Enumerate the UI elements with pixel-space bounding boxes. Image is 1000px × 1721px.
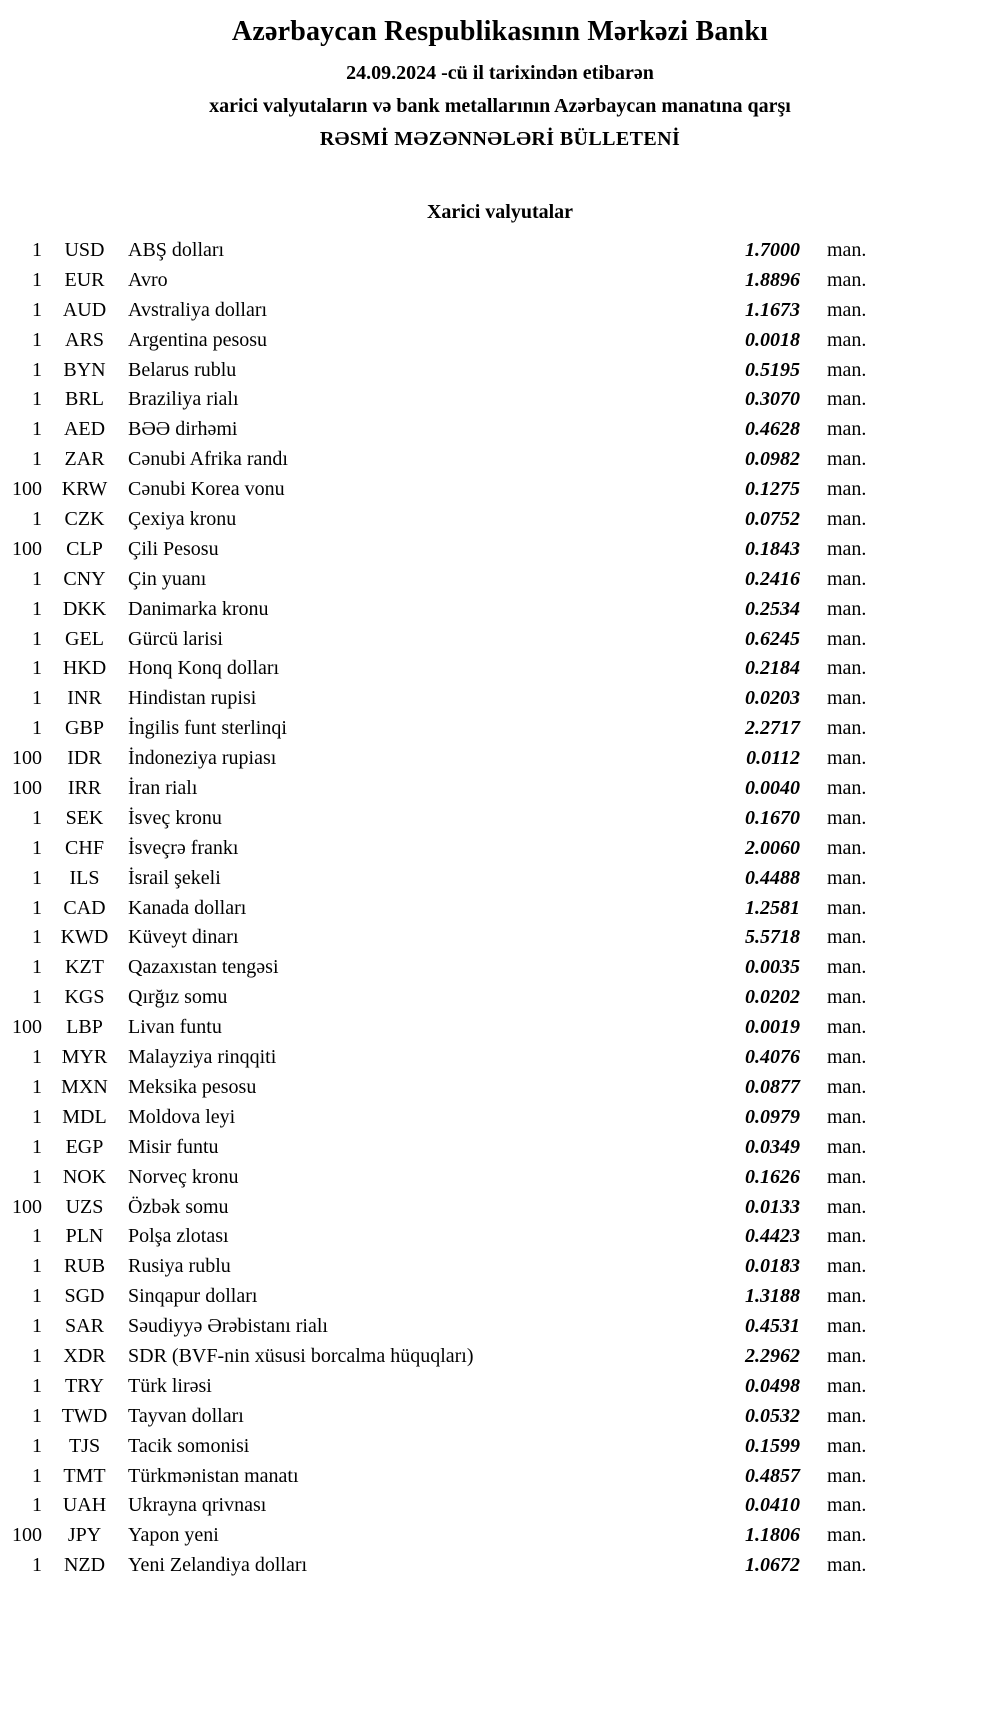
currency-code: MXN <box>61 1075 108 1098</box>
currency-quantity: 1 <box>32 388 42 411</box>
currency-code: EUR <box>64 268 105 291</box>
currency-quantity: 1 <box>32 1165 42 1188</box>
rate-row <box>0 1103 1000 1133</box>
currency-code: IRR <box>67 777 102 800</box>
currency-quantity: 1 <box>32 1434 42 1457</box>
rate-value: 0.1670 <box>745 806 800 829</box>
currency-name: Belarus rublu <box>128 358 237 381</box>
rate-value: 0.0040 <box>745 777 800 800</box>
currency-code: RUB <box>63 1255 106 1278</box>
currency-code: MYR <box>61 1046 108 1069</box>
currency-quantity: 1 <box>32 1135 42 1158</box>
currency-quantity: 1 <box>32 1315 42 1338</box>
currency-name: Səudiyyə Ərəbistanı rialı <box>128 1315 328 1338</box>
unit-label: man. <box>827 1046 867 1069</box>
currency-name: Tayvan dolları <box>128 1404 244 1427</box>
currency-name: Çili Pesosu <box>128 537 219 560</box>
rate-value: 0.0410 <box>745 1494 800 1517</box>
currency-name: Çin yuanı <box>128 567 207 590</box>
currency-code: JPY <box>67 1524 102 1547</box>
rate-row <box>0 1312 1000 1342</box>
currency-quantity: 1 <box>32 508 42 531</box>
unit-label: man. <box>827 418 867 441</box>
rate-value: 0.4076 <box>745 1046 800 1069</box>
rate-value: 0.4531 <box>745 1315 800 1338</box>
currency-code: KGS <box>64 986 105 1009</box>
unit-label: man. <box>827 388 867 411</box>
currency-code: KWD <box>60 926 109 949</box>
rate-value: 5.5718 <box>745 926 800 949</box>
rate-row <box>0 744 1000 774</box>
unit-label: man. <box>827 597 867 620</box>
rate-row <box>0 625 1000 655</box>
currency-code: XDR <box>63 1344 106 1367</box>
rate-value: 0.0183 <box>745 1255 800 1278</box>
unit-label: man. <box>827 1016 867 1039</box>
section-title-foreign-currencies: Xarici valyutalar <box>426 201 574 223</box>
currency-quantity: 1 <box>32 448 42 471</box>
currency-name: ABŞ dolları <box>128 239 225 261</box>
rate-row <box>0 1432 1000 1462</box>
rate-value: 0.0035 <box>745 956 800 979</box>
bulletin-title: RƏSMİ MƏZƏNNƏLƏRİ BÜLLETENİ <box>319 128 681 150</box>
rate-value: 0.1626 <box>745 1165 800 1188</box>
rate-value: 0.4423 <box>745 1225 800 1248</box>
unit-label: man. <box>827 806 867 829</box>
currency-quantity: 1 <box>32 657 42 680</box>
currency-code: BRL <box>65 388 104 411</box>
rate-value: 0.2534 <box>745 597 800 620</box>
currency-quantity: 1 <box>32 806 42 829</box>
currency-code: EGP <box>65 1135 104 1158</box>
rate-row <box>0 1193 1000 1223</box>
unit-label: man. <box>827 1315 867 1338</box>
currency-name: Hindistan rupisi <box>128 687 257 710</box>
unit-label: man. <box>827 239 867 261</box>
currency-name: Danimarka kronu <box>128 597 269 620</box>
currency-code: ZAR <box>64 448 105 471</box>
rate-row <box>0 595 1000 625</box>
unit-label: man. <box>827 1404 867 1427</box>
rate-row <box>0 415 1000 445</box>
currency-code: AUD <box>62 298 107 321</box>
currency-quantity: 1 <box>32 328 42 351</box>
currency-code: BYN <box>63 358 106 381</box>
unit-label: man. <box>827 1464 867 1487</box>
rate-value: 0.1599 <box>745 1434 800 1457</box>
rate-row <box>0 1013 1000 1043</box>
currency-quantity: 100 <box>12 747 42 770</box>
rate-value: 0.0112 <box>746 747 800 770</box>
unit-label: man. <box>827 1494 867 1517</box>
currency-quantity: 1 <box>32 1374 42 1397</box>
currency-quantity: 1 <box>32 687 42 710</box>
unit-label: man. <box>827 537 867 560</box>
rate-row <box>0 1073 1000 1103</box>
currency-code: SAR <box>65 1315 104 1338</box>
currency-name: Özbək somu <box>128 1195 229 1218</box>
currency-quantity: 1 <box>32 956 42 979</box>
currency-quantity: 1 <box>32 1225 42 1248</box>
currency-code: CNY <box>63 567 106 590</box>
rate-value: 0.1843 <box>745 537 800 560</box>
currency-code: TRY <box>65 1374 104 1397</box>
currency-quantity: 100 <box>12 1016 42 1039</box>
rate-row <box>0 445 1000 475</box>
currency-name: İsveçrə frankı <box>128 836 239 859</box>
rates-table <box>0 236 1000 1581</box>
rate-row <box>0 505 1000 535</box>
currency-code: GBP <box>65 717 104 740</box>
currency-name: Norveç kronu <box>128 1165 239 1188</box>
currency-name: Cənubi Korea vonu <box>128 478 285 501</box>
currency-code: PLN <box>65 1225 104 1248</box>
currency-name: Polşa zlotası <box>128 1225 229 1248</box>
unit-label: man. <box>827 567 867 590</box>
currency-name: Türkmənistan manatı <box>128 1464 299 1487</box>
rate-value: 0.2184 <box>745 657 800 680</box>
rate-value: 0.0498 <box>745 1374 800 1397</box>
currency-code: DKK <box>62 597 107 620</box>
rate-value: 0.1275 <box>745 478 800 501</box>
currency-name: İran rialı <box>128 777 198 800</box>
rate-row <box>0 296 1000 326</box>
currency-name: Çexiya kronu <box>128 508 237 531</box>
rate-row <box>0 1402 1000 1432</box>
rate-value: 2.0060 <box>745 836 800 859</box>
currency-name: Honq Konq dolları <box>128 657 280 680</box>
currency-name: Qazaxıstan tengəsi <box>128 956 279 979</box>
currency-code: KZT <box>65 956 104 979</box>
rate-value: 0.0752 <box>745 508 800 531</box>
currency-quantity: 1 <box>32 567 42 590</box>
currency-quantity: 1 <box>32 1464 42 1487</box>
rate-row <box>0 774 1000 804</box>
currency-code: IDR <box>67 747 102 770</box>
unit-label: man. <box>827 1105 867 1128</box>
currency-name: İndoneziya rupiası <box>128 747 277 770</box>
unit-label: man. <box>827 777 867 800</box>
currency-name: Sinqapur dolları <box>128 1285 258 1308</box>
unit-label: man. <box>827 478 867 501</box>
rate-row <box>0 1551 1000 1581</box>
currency-code: GEL <box>65 627 104 650</box>
currency-quantity: 100 <box>12 537 42 560</box>
unit-label: man. <box>827 1554 867 1577</box>
unit-label: man. <box>827 866 867 889</box>
currency-code: ARS <box>65 328 104 351</box>
currency-name: Avstraliya dolları <box>128 298 268 321</box>
currency-name: İsveç kronu <box>128 806 222 829</box>
rate-row <box>0 266 1000 296</box>
rate-row <box>0 1222 1000 1252</box>
currency-quantity: 1 <box>32 1075 42 1098</box>
currency-quantity: 1 <box>32 358 42 381</box>
currency-code: UAH <box>62 1494 107 1517</box>
rate-row <box>0 714 1000 744</box>
currency-name: BƏƏ dirhəmi <box>128 418 238 441</box>
rate-value: 0.5195 <box>745 358 800 381</box>
currency-code: CLP <box>66 537 103 560</box>
unit-label: man. <box>827 1135 867 1158</box>
currency-code: CZK <box>64 508 105 531</box>
currency-code: AED <box>63 418 106 441</box>
currency-code: LBP <box>66 1016 103 1039</box>
rate-value: 1.8896 <box>745 268 800 291</box>
unit-label: man. <box>827 298 867 321</box>
rate-value: 0.0349 <box>745 1135 800 1158</box>
rate-row <box>0 1282 1000 1312</box>
currency-quantity: 1 <box>32 418 42 441</box>
rate-value: 0.0019 <box>745 1016 800 1039</box>
currency-quantity: 1 <box>32 896 42 919</box>
currency-quantity: 1 <box>32 298 42 321</box>
currency-name: İsrail şekeli <box>128 866 221 889</box>
rate-value: 0.0202 <box>745 986 800 1009</box>
currency-quantity: 100 <box>12 478 42 501</box>
currency-quantity: 1 <box>32 1494 42 1517</box>
currency-name: Livan funtu <box>128 1016 222 1039</box>
currency-code: NOK <box>62 1165 107 1188</box>
rate-row <box>0 535 1000 565</box>
rate-value: 0.4488 <box>745 866 800 889</box>
rate-row <box>0 894 1000 924</box>
rate-row <box>0 1521 1000 1551</box>
unit-label: man. <box>827 1165 867 1188</box>
currency-quantity: 1 <box>32 1285 42 1308</box>
date-line: 24.09.2024 -cü il tarixindən etibarən <box>346 62 654 84</box>
rate-value: 1.2581 <box>745 896 800 919</box>
currency-quantity: 1 <box>32 926 42 949</box>
currency-code: HKD <box>62 657 107 680</box>
unit-label: man. <box>827 268 867 291</box>
subtitle-line: xarici valyutaların və bank metallarının Azərbaycan manatına qarşı <box>209 95 791 117</box>
rate-row <box>0 953 1000 983</box>
currency-quantity: 1 <box>32 1344 42 1367</box>
currency-name: Yapon yeni <box>128 1524 219 1547</box>
rate-value: 1.3188 <box>745 1285 800 1308</box>
unit-label: man. <box>827 1255 867 1278</box>
currency-quantity: 100 <box>12 1524 42 1547</box>
currency-name: SDR (BVF-nin xüsusi borcalma hüquqları) <box>128 1344 474 1367</box>
rate-row <box>0 1342 1000 1372</box>
rate-row <box>0 864 1000 894</box>
currency-code: TMT <box>63 1464 106 1487</box>
currency-code: TJS <box>68 1434 101 1457</box>
rate-row <box>0 983 1000 1013</box>
rate-row <box>0 385 1000 415</box>
currency-name: Türk lirəsi <box>128 1374 212 1397</box>
currency-quantity: 100 <box>12 777 42 800</box>
unit-label: man. <box>827 1075 867 1098</box>
currency-code: KRW <box>61 478 108 501</box>
rate-value: 0.4857 <box>745 1464 800 1487</box>
rate-value: 2.2962 <box>745 1344 800 1367</box>
currency-name: Malayziya rinqqiti <box>128 1046 277 1069</box>
unit-label: man. <box>827 1195 867 1218</box>
currency-code: UZS <box>65 1195 104 1218</box>
unit-label: man. <box>827 1434 867 1457</box>
currency-quantity: 1 <box>32 717 42 740</box>
currency-name: Cənubi Afrika randı <box>128 448 288 471</box>
rate-value: 0.2416 <box>745 567 800 590</box>
rate-row <box>0 1491 1000 1521</box>
rate-row <box>0 565 1000 595</box>
rate-row <box>0 684 1000 714</box>
currency-name: Gürcü larisi <box>128 627 223 650</box>
rate-row <box>0 1133 1000 1163</box>
currency-code: ILS <box>69 866 100 889</box>
currency-name: Qırğız somu <box>128 986 228 1009</box>
unit-label: man. <box>827 896 867 919</box>
unit-label: man. <box>827 717 867 740</box>
rate-value: 0.0133 <box>745 1195 800 1218</box>
rate-row <box>0 923 1000 953</box>
rate-value: 2.2717 <box>745 717 800 740</box>
rate-row <box>0 654 1000 684</box>
rate-value: 1.1673 <box>745 298 800 321</box>
unit-label: man. <box>827 926 867 949</box>
unit-label: man. <box>827 1374 867 1397</box>
currency-quantity: 1 <box>32 986 42 1009</box>
rate-value: 0.4628 <box>745 418 800 441</box>
unit-label: man. <box>827 1344 867 1367</box>
currency-quantity: 1 <box>32 866 42 889</box>
currency-quantity: 1 <box>32 1105 42 1128</box>
rate-value: 1.7000 <box>745 239 800 261</box>
currency-name: Avro <box>128 268 168 291</box>
unit-label: man. <box>827 956 867 979</box>
currency-code: CHF <box>65 836 104 859</box>
unit-label: man. <box>827 1225 867 1248</box>
currency-quantity: 100 <box>12 1195 42 1218</box>
rate-value: 0.6245 <box>745 627 800 650</box>
rate-row <box>0 834 1000 864</box>
currency-quantity: 1 <box>32 239 42 261</box>
currency-name: Küveyt dinarı <box>128 926 239 949</box>
currency-code: CAD <box>63 896 106 919</box>
unit-label: man. <box>827 836 867 859</box>
rate-row <box>0 236 1000 266</box>
currency-code: SGD <box>64 1285 105 1308</box>
currency-quantity: 1 <box>32 597 42 620</box>
rate-value: 0.3070 <box>745 388 800 411</box>
currency-name: Misir funtu <box>128 1135 219 1158</box>
unit-label: man. <box>827 1524 867 1547</box>
rate-value: 0.0018 <box>745 328 800 351</box>
unit-label: man. <box>827 1285 867 1308</box>
unit-label: man. <box>827 358 867 381</box>
currency-name: Moldova leyi <box>128 1105 236 1128</box>
currency-code: NZD <box>63 1554 106 1577</box>
unit-label: man. <box>827 508 867 531</box>
currency-quantity: 1 <box>32 836 42 859</box>
currency-quantity: 1 <box>32 1046 42 1069</box>
rate-value: 0.0532 <box>745 1404 800 1427</box>
rate-value: 0.0203 <box>745 687 800 710</box>
currency-code: MDL <box>62 1105 107 1128</box>
unit-label: man. <box>827 448 867 471</box>
rate-value: 0.0979 <box>745 1105 800 1128</box>
rate-row <box>0 475 1000 505</box>
currency-quantity: 1 <box>32 627 42 650</box>
rate-value: 1.1806 <box>745 1524 800 1547</box>
rate-row <box>0 1372 1000 1402</box>
unit-label: man. <box>827 657 867 680</box>
currency-code: USD <box>64 239 105 261</box>
currency-quantity: 1 <box>32 268 42 291</box>
currency-name: Argentina pesosu <box>128 328 268 351</box>
rate-row <box>0 356 1000 386</box>
currency-name: Tacik somonisi <box>128 1434 250 1457</box>
currency-name: Meksika pesosu <box>128 1075 257 1098</box>
rate-value: 0.0877 <box>745 1075 800 1098</box>
unit-label: man. <box>827 328 867 351</box>
rate-row <box>0 1163 1000 1193</box>
rate-row <box>0 1252 1000 1282</box>
unit-label: man. <box>827 747 867 770</box>
currency-name: Kanada dolları <box>128 896 247 919</box>
bulletin-header <box>0 16 1000 151</box>
currency-quantity: 1 <box>32 1404 42 1427</box>
rate-row <box>0 1462 1000 1492</box>
rate-value: 0.0982 <box>745 448 800 471</box>
currency-name: Ukrayna qrivnası <box>128 1494 267 1517</box>
currency-name: Rusiya rublu <box>128 1255 231 1278</box>
unit-label: man. <box>827 627 867 650</box>
rate-row <box>0 1043 1000 1073</box>
currency-name: Braziliya rialı <box>128 388 239 411</box>
currency-name: Yeni Zelandiya dolları <box>128 1554 308 1577</box>
currency-name: İngilis funt sterlinqi <box>128 717 287 740</box>
currency-quantity: 1 <box>32 1255 42 1278</box>
rate-row <box>0 326 1000 356</box>
currency-code: TWD <box>61 1404 108 1427</box>
currency-quantity: 1 <box>32 1554 42 1577</box>
unit-label: man. <box>827 687 867 710</box>
currency-code: SEK <box>65 806 104 829</box>
currency-code: INR <box>67 687 102 710</box>
rate-row <box>0 804 1000 834</box>
page-title: Azərbaycan Respublikasının Mərkəzi Bankı <box>231 16 769 47</box>
unit-label: man. <box>827 986 867 1009</box>
rate-value: 1.0672 <box>745 1554 800 1577</box>
